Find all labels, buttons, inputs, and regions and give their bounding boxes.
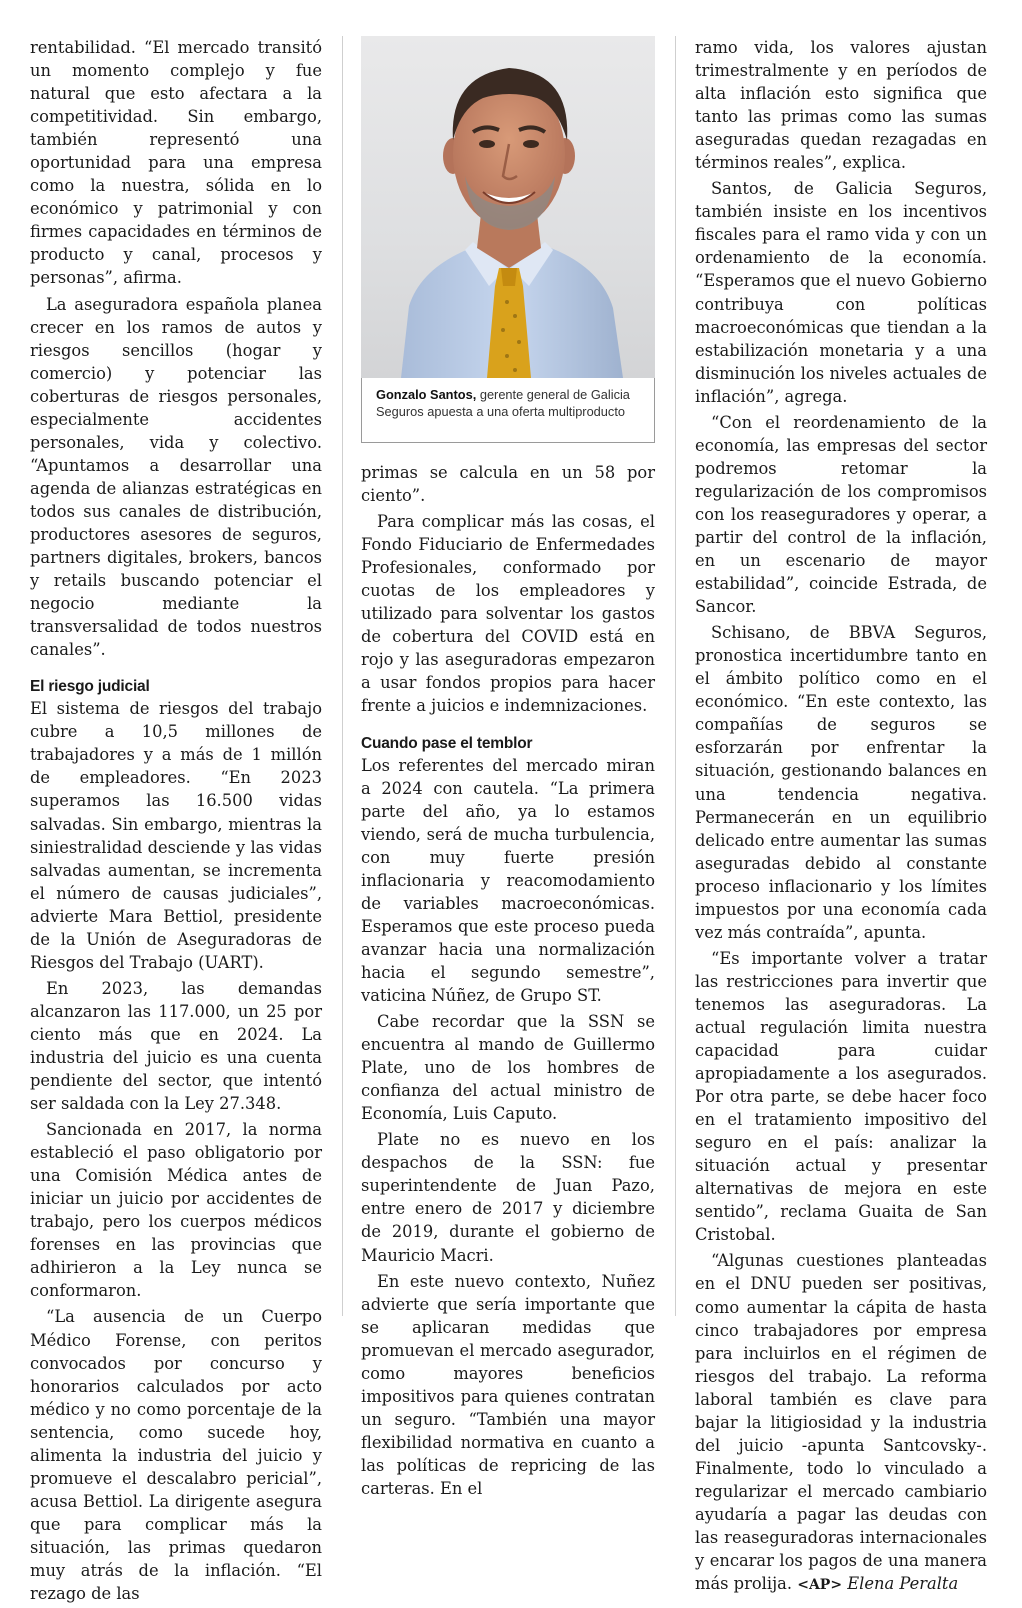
column-rule-left <box>342 36 343 1316</box>
paragraph: En 2023, las demandas alcanzaron las 117.000, un 25 por ciento más que en 2024. La industria del juicio es una cuenta pendiente del sector, que intentó ser saldada con la Ley 27.348. <box>30 978 322 1114</box>
paragraph: ramo vida, los valores ajustan trimestralmente y en períodos de alta inflación esto significa que tanto las primas como las sumas aseguradas quedan rezagadas en términos reales”, explica. <box>695 38 987 173</box>
paragraph: En este nuevo contexto, Nuñez advierte que sería importante que se aplicaran medidas que promuevan el mercado asegurador, como mayores beneficios impositivos para quienes contratan un seguro. “También una mayor flexibilidad normativa en cuanto a las políticas de repricing de las carteras. En el <box>361 1271 655 1498</box>
paragraph: “Con el reordenamiento de la economía, las empresas del sector podremos retomar la regularización de los compromisos con los reaseguradores y operar, a partir del control de la inflación, en un escenario de mayor estabilidad”, coincide Estrada, de Sancor. <box>695 412 987 617</box>
byline-tag: <AP> <box>797 1577 843 1594</box>
paragraph: Santos, de Galicia Seguros, también insiste en los incentivos fiscales para el ramo vida y con un ordenamiento de la economía. “Esperamos que el nuevo Gobierno contribuya con políticas macroeconómicas que tiendan a la estabilización monetaria y a una disminución los niveles actuales de inflación”, agrega. <box>695 179 987 406</box>
paragraph: Para complicar más las cosas, el Fondo Fiduciario de Enfermedades Profesionales, conformado por cuotas de los empleadores y utilizado para solventar los gastos de cobertura del COVID está en rojo y las aseguradoras empezaron a usar fondos propios para hacer frente a juicios e indemnizaciones. <box>361 512 655 716</box>
paragraph: “La ausencia de un Cuerpo Médico Forense, con peritos convocados por concurso y honorarios calculados por acto médico y no como porcentaje de la sentencia, como sucede hoy, alimenta la industria del juicio y promueve el descalabro pericial”, acusa Bettiol. La dirigente asegura que para complicar más la situación, las primas quedaron muy atrás de la inflación. “El rezago de las <box>30 1307 322 1604</box>
paragraph: Los referentes del mercado miran a 2024 con cautela. “La primera parte del año, ya lo estamos viendo, será de mucha turbulencia, con muy fuerte presión inflacionaria y reacomodamiento de variables macroeconómicas. Esperamos que este proceso pueda avanzar hacia una normalización hacia el segundo semestre”, vaticina Núñez, de Grupo ST. <box>361 755 655 1005</box>
photo-caption-box <box>361 378 655 443</box>
article-column-3 <box>695 36 987 1600</box>
paragraph-text: “Algunas cuestiones planteadas en el DNU pueden ser positivas, como aumentar la cápita de hasta cinco trabajadores por empresa para incluirlos en el régimen de riesgos del trabajo. La reforma laboral también es clave para bajar la litigiosidad y la industria del juicio -apunta Santcovsky-. Finalmente, todo lo vinculado a regularizar el mercado cambiario ayudaría a pagar las deudas con las reaseguradoras internacionales y encarar los pagos de una manera más prolija. <box>695 1251 987 1594</box>
article-column-1 <box>30 36 322 1608</box>
column-rule-right <box>675 36 676 1316</box>
byline-author: Elena Peralta <box>847 1574 959 1594</box>
section-heading-cuando-pase-el-temblor: Cuando pase el temblor <box>361 734 533 752</box>
paragraph: Schisano, de BBVA Seguros, pronostica incertidumbre tanto en el ámbito político como en el económico. “En este contexto, las compañías de seguros se esforzarán por enfrentar la situación, gestionando balances en una tendencia negativa. Permanecerán en un equilibrio delicado entre aumentar las sumas aseguradas debido al constante proceso inflacionario y los límites impuestos por una economía cada vez más contraída”, apunta. <box>695 623 987 942</box>
paragraph: Plate no es nuevo en los despachos de la SSN: fue superintendente de Juan Pazo, entre enero de 2017 y diciembre de 2019, durante el gobierno de Mauricio Macri. <box>361 1130 655 1265</box>
paragraph: Cabe recordar que la SSN se encuentra al mando de Guillermo Plate, uno de los hombres de confianza del actual ministro de Economía, Luis Caputo. <box>361 1012 655 1124</box>
paragraph: Sancionada en 2017, la norma estableció el paso obligatorio por una Comisión Médica antes de iniciar un juicio por accidentes de trabajo, pero los cuerpos médicos forenses en las provincias que adhirieron a la Ley nunca se conformaron. <box>30 1120 322 1301</box>
photo-caption <box>376 386 644 420</box>
section-heading-riesgo-judicial: El riesgo judicial <box>30 678 150 696</box>
paragraph: “Es importante volver a tratar las restricciones para invertir que tenemos las aseguradoras. La actual regulación limita nuestra capacidad para cuidar apropiadamente a los asegurados. Por otra parte, se debe hacer foco en el tratamiento impositivo del seguro en el país: analizar la situación actual y presentar alternativas de mejora en este sentido”, reclama Guaita de San Cristobal. <box>695 948 987 1245</box>
paragraph: El sistema de riesgos del trabajo cubre a 10,5 millones de trabajadores y a más de 1 millón de empleadores. “En 2023 superamos las 16.500 vidas salvadas. Sin embargo, mientras la siniestralidad desciende y las vidas salvadas aumentan, se incrementa el número de causas judiciales”, advierte Mara Bettiol, presidente de la Unión de Aseguradoras de Riesgos del Trabajo (UART). <box>30 699 322 972</box>
portrait-illustration <box>361 36 655 378</box>
caption-person-name: Gonzalo Santos, <box>376 387 477 402</box>
caption-text: gerente general de Galicia Seguros apuesta a una oferta multiproducto <box>376 387 630 419</box>
portrait-photo <box>361 36 655 378</box>
paragraph-with-byline <box>695 1249 987 1597</box>
paragraph: La aseguradora española planea crecer en los ramos de autos y riesgos sencillos (hogar y comercio) y potenciar las coberturas de riesgos personales, especialmente accidentes personales, vida y colectivo. “Apuntamos a desarrollar una agenda de alianzas estratégicas en todos sus canales de distribución, productores asesores de seguros, partners digitales, brokers, bancos y retails buscando potenciar el negocio mediante la transversalidad de todos nuestros canales”. <box>30 294 322 660</box>
paragraph: primas se calcula en un 58 por ciento”. <box>361 463 655 506</box>
article-column-2 <box>361 36 655 1503</box>
paragraph: rentabilidad. “El mercado transitó un momento complejo y fue natural que esto afectara a la competitividad. Sin embargo, también representó una oportunidad para una empresa como la nuestra, sólida en lo económico y patrimonial y con firmes capacidades en términos de producto y canal, procesos y personas”, afirma. <box>30 38 322 288</box>
